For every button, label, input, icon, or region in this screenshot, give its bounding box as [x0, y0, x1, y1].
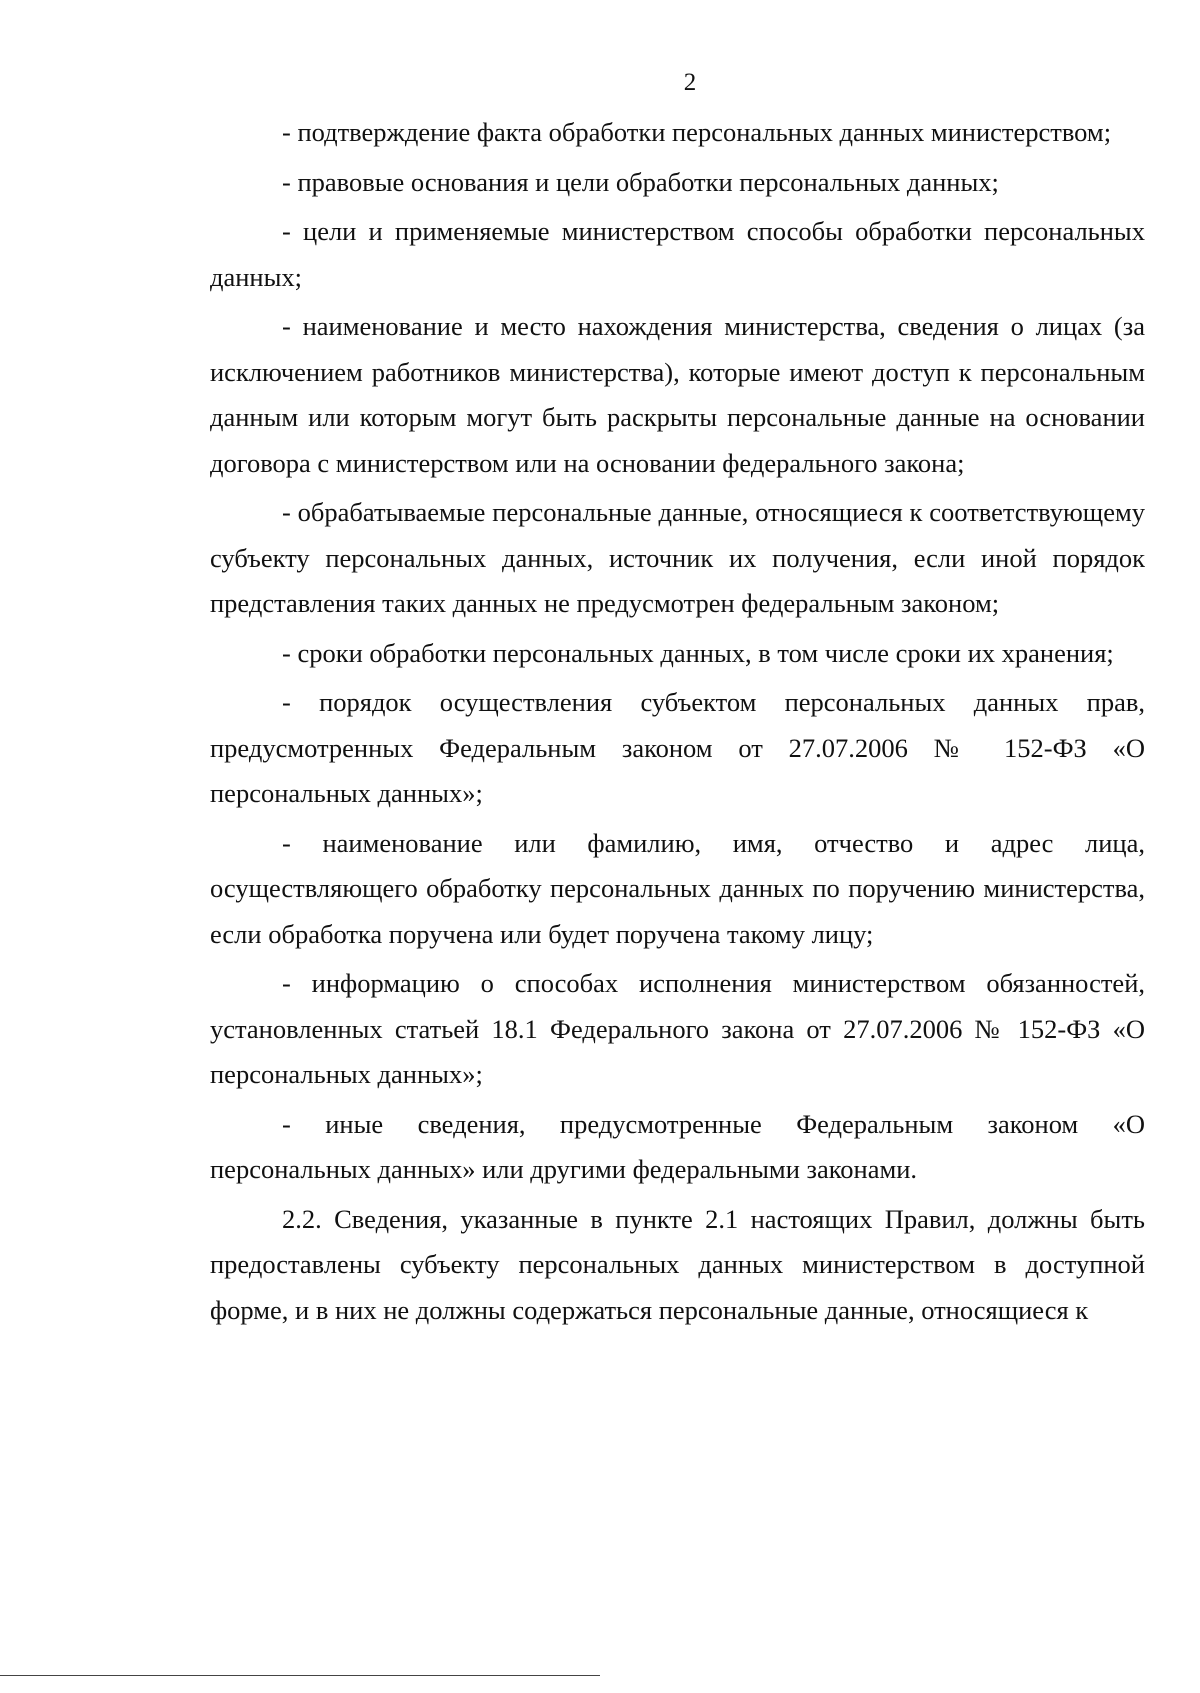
list-item: - сроки обработки персональных данных, в том числе сроки их хранения;: [282, 637, 1114, 668]
scan-edge-divider: [0, 1675, 600, 1676]
list-item: - обрабатываемые персональные данные, относящиеся к соответствующему субъекту персональных данных, источник их получения, если иной порядок представления таких данных не предусмотрен федеральным законом;: [210, 497, 1145, 618]
list-item: - информацию о способах исполнения министерством обязанностей, установленных статьей 18.1 Федерального закона от 27.07.2006 № 152-ФЗ «О персональных данных»;: [210, 968, 1145, 1089]
clause-2-2-paragraph: 2.2. Сведения, указанные в пункте 2.1 настоящих Правил, должны быть предоставлены субъекту персональных данных министерством в доступной форме, и в них не должны содержаться персональные данные, относящиеся к: [210, 1203, 1145, 1325]
list-item: - цели и применяемые министерством способы обработки персональных данных;: [210, 216, 1145, 292]
document-body: [210, 110, 1145, 1337]
list-item: - подтверждение факта обработки персональных данных министерством;: [282, 117, 1112, 147]
list-item: - наименование или фамилию, имя, отчество и адрес лица, осуществляющего обработку персональных данных по поручению министерства, если обработка поручена или будет поручена такому лицу;: [210, 827, 1145, 949]
page-number: 2: [683, 69, 697, 96]
list-item: - правовые основания и цели обработки персональных данных;: [282, 166, 999, 197]
list-item: - порядок осуществления субъектом персональных данных прав, предусмотренных Федеральным законом от 27.07.2006 № 152-ФЗ «О персональных данных»;: [210, 687, 1145, 808]
list-item: - наименование и место нахождения министерства, сведения о лицах (за исключением работников министерства), которые имеют доступ к персональным данным или которым могут быть раскрыты персональные данные на основании договора с министерством или на основании федерального закона;: [210, 311, 1145, 478]
list-item: - иные сведения, предусмотренные Федеральным законом «О персональных данных» или другими федеральными законами.: [210, 1108, 1145, 1184]
